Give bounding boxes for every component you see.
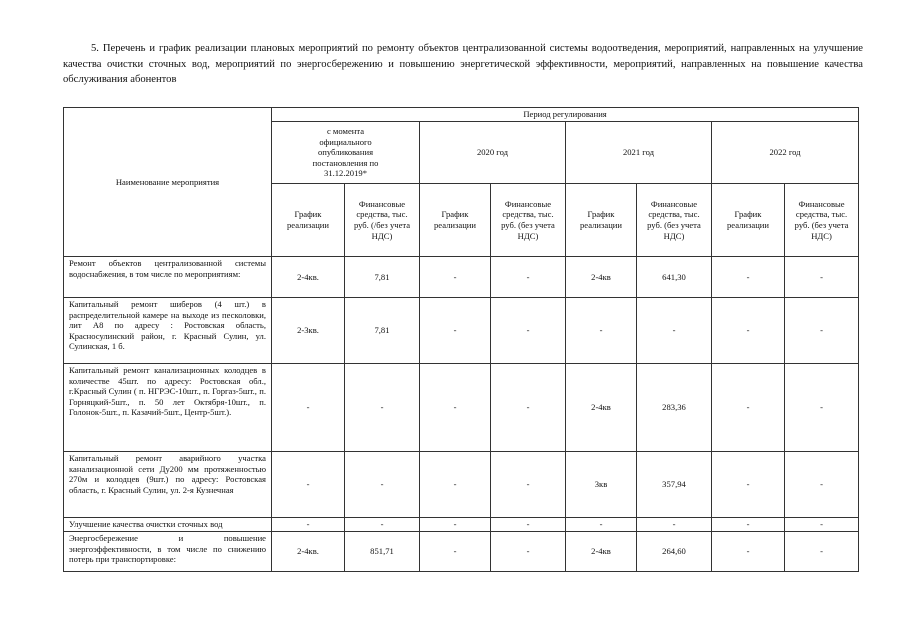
table-cell: -	[420, 532, 491, 572]
table-cell: -	[712, 364, 785, 452]
table-cell: -	[345, 518, 420, 532]
table-cell: 2-4кв	[566, 364, 637, 452]
sub-header: График реализации	[272, 184, 345, 257]
table-cell: -	[272, 452, 345, 518]
table-cell: -	[785, 364, 859, 452]
table-cell: 357,94	[637, 452, 712, 518]
table-cell: -	[491, 298, 566, 364]
section-heading	[63, 41, 863, 88]
table-cell: -	[712, 452, 785, 518]
table-cell: 851,71	[345, 532, 420, 572]
table-cell: -	[345, 452, 420, 518]
table-cell: -	[420, 452, 491, 518]
sub-header: График реализации	[420, 184, 491, 257]
table-cell: 641,30	[637, 257, 712, 298]
table-cell: -	[785, 452, 859, 518]
table-cell: -	[785, 298, 859, 364]
table-cell: 2-4кв.	[272, 532, 345, 572]
period-header-3: 2021 год	[566, 122, 712, 184]
table-cell: -	[712, 298, 785, 364]
table-cell: -	[420, 257, 491, 298]
table-cell: -	[785, 532, 859, 572]
sub-header: Финансовые средства, тыс. руб. (/без учета НДС)	[345, 184, 420, 257]
table-cell: -	[491, 518, 566, 532]
table-cell: -	[491, 364, 566, 452]
table-cell: -	[272, 518, 345, 532]
table-cell: -	[345, 364, 420, 452]
row-name: Капитальный ремонт аварийного участка канализационной сети Ду200 мм протяженностью 270м и колодцев (9шт.) по адресу: Ростовская область, г. Красный Сулин, ул. 2-я Кузнечная	[64, 452, 272, 518]
table-cell: -	[637, 298, 712, 364]
table-cell: -	[491, 257, 566, 298]
table-row	[64, 298, 859, 364]
row-name: Энергосбережение и повышение энергоэффективности, в том числе по снижению потерь при транспортировке:	[64, 532, 272, 572]
table-cell: 3кв	[566, 452, 637, 518]
table-row	[64, 452, 859, 518]
row-name: Капитальный ремонт канализационных колодцев в количестве 45шт. по адресу: Ростовская обл., г.Красный Сулин ( п. НГРЭС-10шт., п. Горгаз-5шт., п. Горняцкий-5шт., п. 50 лет Октября-10шт., п. Голонок-5шт., п. Казачий-5шт., Центр-5шт.).	[64, 364, 272, 452]
sub-header: Финансовые средства, тыс. руб. (без учета НДС)	[637, 184, 712, 257]
table-cell: -	[712, 257, 785, 298]
table-cell: -	[420, 364, 491, 452]
table-cell: -	[491, 532, 566, 572]
table-row	[64, 257, 859, 298]
table-cell: -	[491, 452, 566, 518]
table-cell: 283,36	[637, 364, 712, 452]
table-cell: -	[566, 518, 637, 532]
period-header-2: 2020 год	[420, 122, 566, 184]
period-header-4: 2022 год	[712, 122, 859, 184]
sub-header: Финансовые средства, тыс. руб. (без учета НДС)	[785, 184, 859, 257]
table-cell: -	[637, 518, 712, 532]
section-heading-text: 5. Перечень и график реализации плановых мероприятий по ремонту объектов централизованной системы водоотведения, мероприятий, направленных на улучшение качества очистки сточных вод, мероприятий по энергосбережению и повышению энергетической эффективности, мероприятий, направленных на повышение качества обслуживания абонентов	[63, 43, 863, 85]
table-cell: -	[420, 298, 491, 364]
table-cell: 2-3кв.	[272, 298, 345, 364]
period-header-1: с момента официального опубликования постановления по 31.12.2019*	[272, 122, 420, 184]
table-cell: -	[712, 518, 785, 532]
measures-table	[63, 107, 859, 572]
row-name: Капитальный ремонт шиберов (4 шт.) в распределительной камере на выходе из песколовки, лит А8 по адресу : Ростовская область, Красносулинский район, г. Красный Сулин, ул. Сулинская, 1 б.	[64, 298, 272, 364]
table-row	[64, 532, 859, 572]
sub-header: График реализации	[712, 184, 785, 257]
table-row	[64, 364, 859, 452]
table-cell: -	[785, 518, 859, 532]
table-row	[64, 518, 859, 532]
sub-header: График реализации	[566, 184, 637, 257]
col-name-header: Наименование мероприятия	[64, 108, 272, 257]
table-cell: 264,60	[637, 532, 712, 572]
table-cell: 2-4кв	[566, 257, 637, 298]
row-name: Ремонт объектов централизованной системы водоснабжения, в том числе по мероприятиям:	[64, 257, 272, 298]
table-cell: -	[566, 298, 637, 364]
period-header: Период регулирования	[272, 108, 859, 122]
table-cell: -	[272, 364, 345, 452]
table-cell: -	[712, 532, 785, 572]
table-cell: 2-4кв	[566, 532, 637, 572]
table-cell: 7,81	[345, 298, 420, 364]
table-cell: 7,81	[345, 257, 420, 298]
table-cell: 2-4кв.	[272, 257, 345, 298]
row-name: Улучшение качества очистки сточных вод	[64, 518, 272, 532]
sub-header: Финансовые средства, тыс. руб. (без учета НДС)	[491, 184, 566, 257]
table-cell: -	[785, 257, 859, 298]
table-cell: -	[420, 518, 491, 532]
